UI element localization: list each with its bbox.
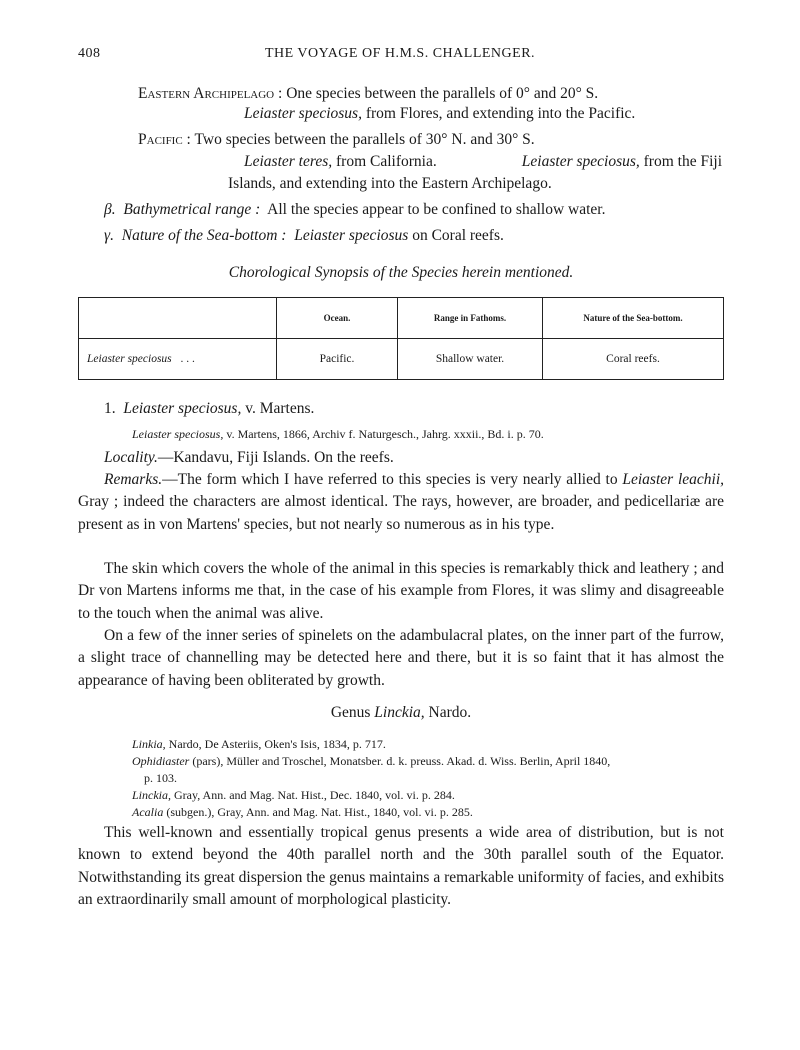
remarks-label: Remarks.	[104, 471, 163, 488]
bathymetrical-label: Bathymetrical range :	[123, 201, 261, 218]
eastern-species-text: from Flores, and extending into the Pacific.	[365, 105, 636, 122]
synonym-text: (subgen.), Gray, Ann. and Mag. Nat. Hist., 1840, vol. vi. p. 285.	[166, 805, 473, 819]
species-author: v. Martens.	[245, 400, 315, 417]
remarks-species: Leiaster leachii,	[622, 471, 724, 488]
genus-label: Genus	[330, 704, 371, 721]
gamma-marker: γ.	[104, 227, 114, 244]
species-heading	[104, 399, 314, 419]
remarks-paragraph	[78, 469, 724, 536]
eastern-archipelago-line	[138, 84, 598, 104]
running-head	[78, 46, 722, 66]
spinelets-paragraph	[78, 625, 724, 692]
species-reference	[132, 426, 544, 443]
bathymetrical-text: All the species appear to be confined to shallow water.	[267, 201, 606, 218]
synonym-name: Acalia	[132, 805, 164, 819]
eastern-species-line	[244, 104, 635, 124]
reference-name: Leiaster speciosus,	[132, 427, 224, 441]
genus-heading	[78, 704, 724, 722]
locality-label: Locality.	[104, 449, 158, 466]
skin-paragraph	[78, 558, 724, 625]
bathymetrical-line	[104, 200, 605, 220]
species-number: 1.	[104, 400, 116, 417]
remarks-pre: —The form which I have referred to this species is very nearly allied to	[162, 471, 618, 488]
genus-paragraph	[78, 822, 724, 912]
cell-ocean: Pacific.	[277, 339, 398, 380]
sea-bottom-text: on Coral reefs.	[412, 227, 504, 244]
pacific-line	[138, 130, 535, 150]
pacific-species-2-group	[522, 152, 722, 172]
eastern-text: One species between the parallels of 0° and 20° S.	[286, 85, 599, 102]
page-number: 408	[78, 46, 101, 61]
cell-species-name: Leiaster speciosus	[87, 353, 172, 365]
genus-author: Nardo.	[428, 704, 472, 721]
genus-synonymy	[132, 736, 732, 821]
eastern-species: Leiaster speciosus,	[244, 105, 362, 122]
species-name: Leiaster speciosus,	[123, 400, 242, 417]
spinelets-text: On a few of the inner series of spinelets on the adambulacral plates, on the inner part of the furrow, a slight trace of channelling may be detected here and there, but it is so faint that it has almost the appearance of having been obliterated by growth.	[78, 627, 724, 689]
pacific-species-line	[244, 152, 722, 172]
synonym-item	[132, 753, 732, 770]
table-row	[79, 339, 724, 380]
synonym-name: Linckia,	[132, 788, 171, 802]
pacific-species-2: Leiaster speciosus,	[521, 153, 640, 170]
reference-text: v. Martens, 1866, Archiv f. Naturgesch., Jahrg. xxxii., Bd. i. p. 70.	[226, 427, 544, 441]
synonym-text: Gray, Ann. and Mag. Nat. Hist., Dec. 1840, vol. vi. p. 284.	[174, 788, 455, 802]
table-header-row	[79, 298, 724, 339]
pacific-text: Two species between the parallels of 30° N. and 30° S.	[194, 131, 535, 148]
pacific-continuation: Islands, and extending into the Eastern Archipelago.	[228, 175, 552, 192]
cell-species	[79, 339, 277, 380]
sea-bottom-line	[104, 226, 504, 246]
synonym-text: Nardo, De Asteriis, Oken's Isis, 1834, p. 717.	[168, 737, 386, 751]
skin-text: The skin which covers the whole of the animal in this species is remarkably thick and leathery ; and Dr von Martens informs me that, in the case of his example from Flores, it was slimy and disagreeable to the touch when the animal was alive.	[78, 560, 724, 622]
remarks-post: Gray ; indeed the characters are almost identical. The rays, however, are broader, and pedicellariæ are present as in von Martens' species, but not nearly so numerous as in his type.	[78, 493, 724, 533]
sea-bottom-label: Nature of the Sea-bottom :	[121, 227, 287, 244]
synonym-item	[132, 736, 732, 753]
running-title: THE VOYAGE OF H.M.S. CHALLENGER.	[264, 46, 536, 61]
cell-sea-bottom: Coral reefs.	[543, 339, 724, 380]
eastern-label: Eastern Archipelago :	[138, 85, 283, 102]
header-ocean: Ocean.	[277, 298, 398, 339]
synonym-name: Linkia,	[132, 737, 166, 751]
genus-text: This well-known and essentially tropical genus presents a wide area of distribution, but is not known to extend beyond the 40th parallel north and the 30th parallel south of the Equator. Notwithstanding its great dispersion the genus maintains a remarkable uniformity of facies, and exhibits an extraordinarily small amount of morphological plasticity.	[78, 824, 724, 909]
pacific-species-2-text: from the Fiji	[643, 153, 722, 170]
chorological-synopsis-table	[78, 297, 724, 380]
synonym-item	[132, 787, 732, 804]
locality-text: —Kandavu, Fiji Islands. On the reefs.	[157, 449, 394, 466]
synonym-continuation: p. 103.	[144, 771, 177, 785]
header-range: Range in Fathoms.	[398, 298, 543, 339]
cell-species-dots: . . .	[180, 353, 195, 365]
locality-line	[104, 448, 394, 468]
synopsis-caption: Chorological Synopsis of the Species herein mentioned.	[228, 264, 574, 281]
header-species-cell	[79, 298, 277, 339]
cell-range: Shallow water.	[398, 339, 543, 380]
sea-bottom-species: Leiaster speciosus	[294, 227, 409, 244]
pacific-species-1-text: from California.	[336, 153, 437, 170]
pacific-label: Pacific :	[138, 131, 191, 148]
synonym-name: Ophidiaster	[132, 754, 190, 768]
header-sea-bottom: Nature of the Sea-bottom.	[543, 298, 724, 339]
genus-name: Linckia,	[374, 704, 425, 721]
synonym-item	[132, 804, 732, 821]
synonym-text: (pars), Müller and Troschel, Monatsber. d. k. preuss. Akad. d. Wiss. Berlin, April 1840,	[192, 754, 611, 768]
pacific-species-1: Leiaster teres,	[244, 153, 333, 170]
beta-marker: β.	[104, 201, 116, 218]
